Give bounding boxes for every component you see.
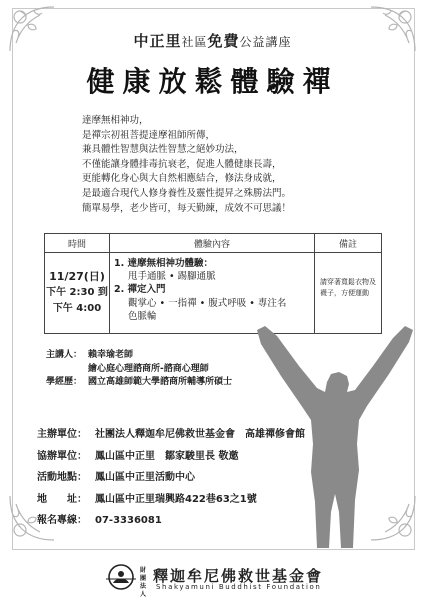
program-subitem: 觀掌心 • 一指禪 • 腹式呼吸 • 專注名 bbox=[128, 297, 287, 309]
notes-cell: 請穿著寬鬆衣物及襪子，方便運動 bbox=[315, 253, 382, 334]
speaker-name: 賴幸瑜老師 bbox=[88, 350, 134, 360]
speaker-info bbox=[46, 349, 232, 390]
program-item: 2. 禪定入門 bbox=[114, 284, 166, 296]
address: 鳳山區中正里瑞興路422巷63之1號 bbox=[95, 493, 257, 505]
program-item: 1. 達摩無相神功體驗： bbox=[114, 258, 214, 269]
speaker-title: 繪心庭心理諮商所-諮商心理師 bbox=[88, 363, 209, 374]
detail-label: 報名專線： bbox=[37, 515, 87, 526]
intro-line: 兼具體性智慧與法性智慧之絕妙功法， bbox=[82, 144, 244, 156]
foundation-english-name: Shakyamuni Buddhist Foundation bbox=[156, 583, 322, 591]
table-header-row bbox=[45, 234, 382, 253]
neighborhood-name: 中正里 bbox=[133, 32, 182, 50]
page-title: 健康放鬆體驗禪 bbox=[86, 65, 339, 98]
program-subitem: 色脈輪 bbox=[128, 310, 157, 322]
foundation-name: 釋迦牟尼佛救世基金會 bbox=[153, 567, 324, 585]
header-community: 社區 bbox=[181, 35, 208, 49]
speaker-education: 國立高雄師範大學諮商所輔導所碩士 bbox=[88, 377, 233, 387]
detail-label: 地 址： bbox=[37, 493, 87, 505]
buddha-logo-icon bbox=[104, 563, 138, 591]
program-subitem: 甩手通脈 • 踢腳通脈 bbox=[128, 271, 216, 283]
header-notes: 備註 bbox=[315, 234, 382, 253]
intro-line: 簡單易學，老少皆可，每天勤練，成效不可思議！ bbox=[82, 202, 292, 214]
intro-text bbox=[82, 114, 402, 216]
intro-line: 更能轉化身心與大自然相應結合，修法身成就， bbox=[82, 173, 282, 185]
header-time: 時間 bbox=[45, 234, 110, 253]
organizer: 社團法人釋迦牟尼佛救世基金會 高雄禪修會館 bbox=[95, 429, 305, 440]
detail-label: 活動地點： bbox=[37, 472, 87, 483]
header-lecture: 公益講座 bbox=[239, 35, 292, 49]
intro-line: 達摩無相神功， bbox=[82, 115, 149, 126]
foundation-type: 財團法人 bbox=[140, 567, 147, 598]
schedule-table bbox=[44, 233, 382, 334]
detail-row bbox=[37, 489, 305, 511]
header-free: 免費 bbox=[207, 32, 240, 50]
detail-label: 協辦單位： bbox=[37, 450, 87, 462]
detail-row bbox=[37, 510, 305, 532]
detail-label: 主辦單位： bbox=[37, 429, 87, 440]
event-end-time: 下午 4:00 bbox=[52, 303, 102, 314]
time-cell bbox=[45, 253, 110, 334]
phone-number[interactable]: 07-3336081 bbox=[95, 515, 162, 526]
event-date: 11/27(日) bbox=[49, 270, 105, 283]
detail-row bbox=[37, 467, 305, 489]
education-label: 學經歷： bbox=[46, 377, 83, 387]
detail-row bbox=[37, 424, 305, 446]
venue: 鳳山區中正里活動中心 bbox=[95, 472, 195, 483]
event-header bbox=[0, 30, 425, 51]
intro-line: 不僅能讓身體排毒抗衰老，促進人體健康長壽， bbox=[82, 158, 282, 170]
foundation-logo bbox=[0, 563, 425, 598]
detail-row bbox=[37, 446, 305, 468]
intro-line: 是最適合現代人修身養性及靈性提昇之殊勝法門。 bbox=[82, 187, 292, 199]
co-organizer: 鳳山區中正里 鄒家駿里長 敬邀 bbox=[95, 450, 239, 462]
intro-line: 是禪宗初祖菩提達摩祖師所傳， bbox=[82, 129, 216, 141]
speaker-label: 主講人： bbox=[46, 350, 83, 360]
event-details bbox=[37, 424, 305, 532]
event-start-time: 下午 2:30 到 bbox=[46, 287, 108, 298]
header-content: 體驗內容 bbox=[110, 234, 315, 253]
